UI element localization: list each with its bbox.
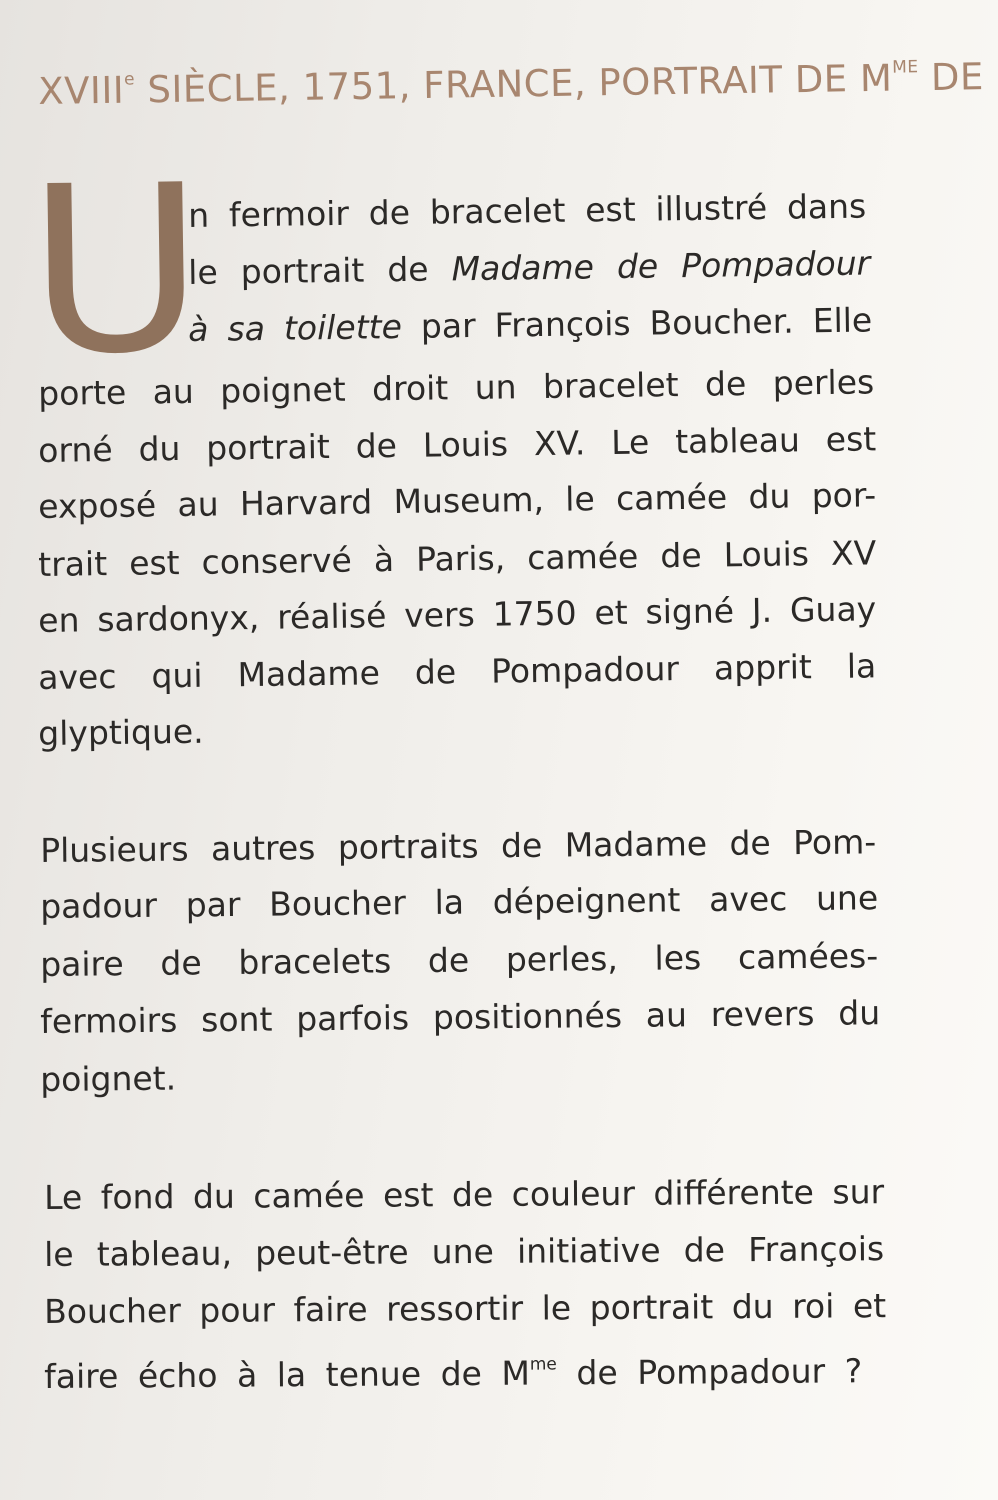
paragraph1-line6: exposé au Harvard Museum, le camée du por- xyxy=(38,475,877,526)
paragraph3-line2: le tableau, peut-être une initiative de François xyxy=(44,1229,885,1274)
paragraph1-line8: en sardonyx, réalisé vers 1750 et signé J. Guay xyxy=(38,589,877,640)
painting-title-part1: Madame de Pompadour xyxy=(451,243,871,289)
paragraph1-line2 xyxy=(188,243,870,293)
paragraph2-line3: paire de bracelets de perles, les camées- xyxy=(40,936,879,984)
paragraph1-line5: orné du portrait de Louis XV. Le tableau est xyxy=(38,419,877,470)
paragraph1-line7: trait est conservé à Paris, camée de Louis XV xyxy=(38,533,877,584)
paragraph2-line1: Plusieurs autres portraits de Madame de Pom- xyxy=(40,822,877,870)
paragraph3-line4-text-start: faire écho à la tenue de M xyxy=(44,1353,531,1396)
painting-title-part2: à sa toilette xyxy=(188,307,403,349)
heading-superscript-madame: ME xyxy=(891,57,919,78)
paragraph3-line4 xyxy=(44,1342,862,1397)
paragraph1-line4: porte au poignet droit un bracelet de perles xyxy=(38,362,875,413)
paragraph2-line4: fermoirs sont parfois positionnés au revers du xyxy=(40,993,881,1041)
paragraph1-line10: glyptique. xyxy=(38,711,204,753)
paragraph3-line4-superscript: me xyxy=(529,1354,557,1375)
paragraph2-line2: padour par Boucher la dépeignent avec une xyxy=(40,878,879,926)
paragraph1-line3 xyxy=(188,300,872,350)
paragraph1-line2-text: le portrait de xyxy=(188,249,452,292)
heading-text-start: XVIII xyxy=(38,68,125,113)
drop-cap: U xyxy=(25,136,207,406)
heading-text-end: DE xyxy=(918,55,985,100)
paragraph3-line4-text-end: de Pompadour ? xyxy=(556,1351,863,1393)
paragraph3-line1: Le fond du camée est de couleur différente sur xyxy=(44,1172,885,1217)
paragraph2-line5: poignet. xyxy=(40,1058,177,1099)
heading-text-middle: SIÈCLE, 1751, FRANCE, PORTRAIT DE M xyxy=(134,56,893,112)
section-heading xyxy=(38,55,998,113)
paragraph1-line9: avec qui Madame de Pompadour apprit la xyxy=(38,646,877,697)
heading-superscript-century: e xyxy=(123,69,136,90)
paragraph1-line3-text: par François Boucher. Elle xyxy=(401,300,873,347)
paragraph3-line3: Boucher pour faire ressortir le portrait du roi et xyxy=(44,1286,887,1331)
paragraph1-line1: n fermoir de bracelet est illustré dans xyxy=(188,186,867,235)
